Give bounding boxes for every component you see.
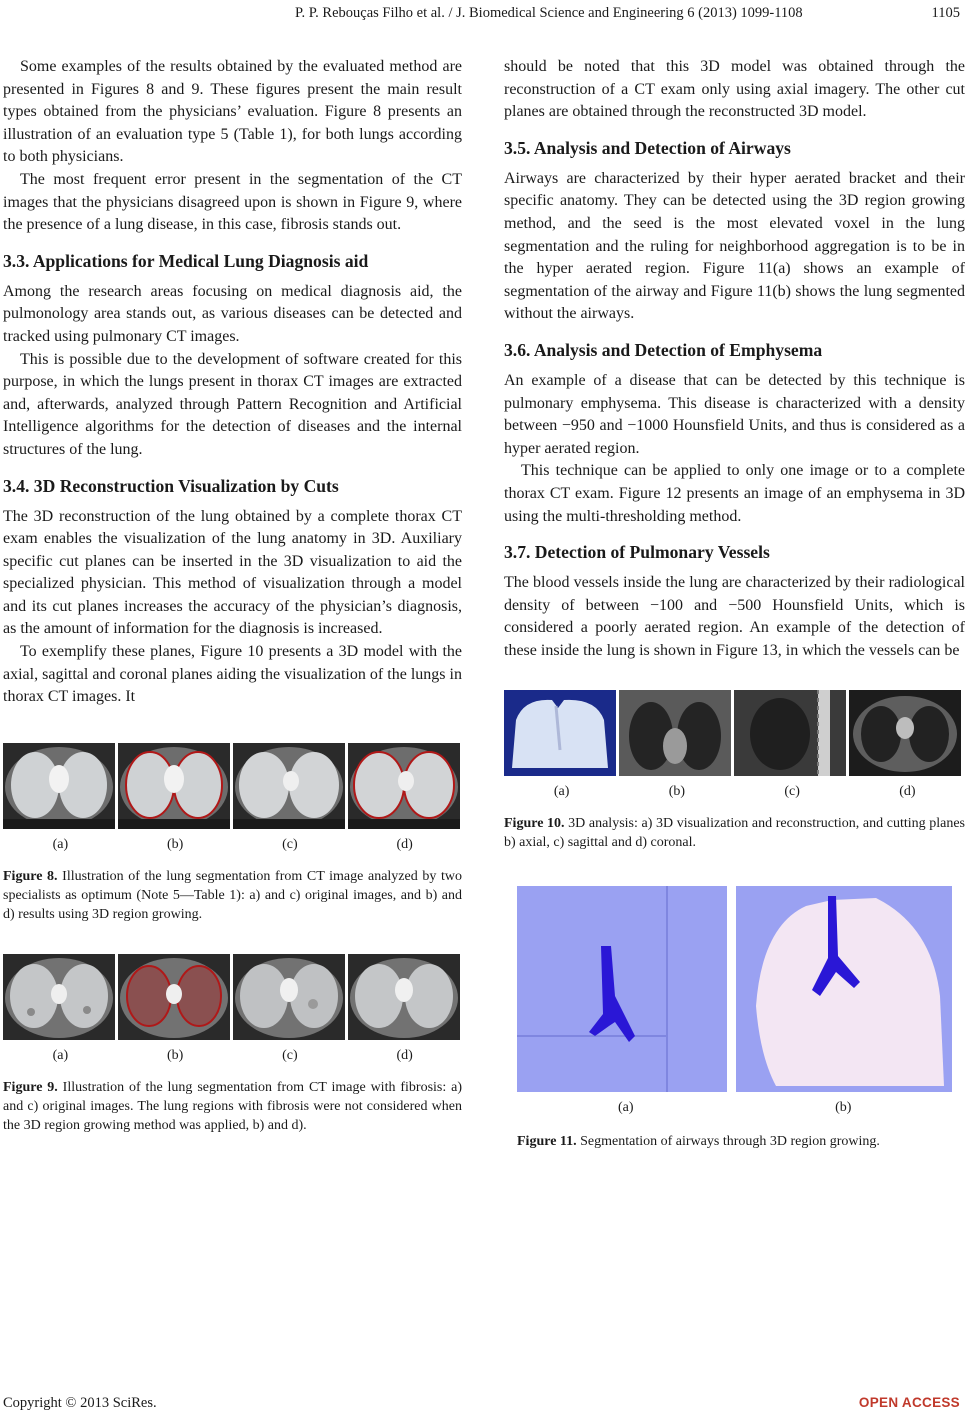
figure-8-sublabels: [3, 837, 462, 853]
sublabel: (a): [52, 1047, 69, 1063]
ct-coronal-plane: [849, 690, 961, 776]
section-heading-3-4: 3.4. 3D Reconstruction Visualization by Cuts: [3, 475, 339, 496]
section-heading-3-3: 3.3. Applications for Medical Lung Diagnosis aid: [3, 250, 369, 271]
figure-9-sublabels: [3, 1048, 462, 1064]
section-heading-3-5: 3.5. Analysis and Detection of Airways: [504, 137, 791, 158]
ct-image-a: [3, 954, 115, 1040]
ct-sagittal-plane: [734, 690, 846, 776]
right-column: [504, 56, 965, 1151]
ct-image-d: [348, 743, 460, 829]
section-heading-3-7: 3.7. Detection of Pulmonary Vessels: [504, 542, 770, 563]
open-access-badge: OPEN ACCESS: [858, 1395, 960, 1410]
figure-11: [504, 886, 952, 1151]
ct-image-b: [118, 954, 230, 1040]
paragraph: Some examples of the results obtained by the evaluated method are presented in Figures 8 and 9. These figures present the main result types obtained from the physicians’ evaluation. Figure 8 presents an illustration of an evaluation type 5 (Table 1), for both lungs according to both physicians.: [3, 58, 462, 166]
ct-image-c: [233, 954, 345, 1040]
figure-9-caption: [3, 1078, 462, 1135]
ct-image-c: [233, 743, 345, 829]
running-head-title: P. P. Rebouças Filho et al. / J. Biomedical Science and Engineering 6 (2013) 1099-1108: [295, 5, 803, 21]
sublabel: (a): [52, 836, 69, 852]
lung-3d-model: [504, 690, 616, 776]
sublabel: (c): [282, 836, 298, 852]
figure-10-caption: [504, 814, 965, 852]
page-number: 1105: [931, 5, 960, 21]
caption-text: Segmentation of airways through 3D region growing.: [576, 1134, 880, 1150]
paragraph: To exemplify these planes, Figure 10 presents a 3D model with the axial, sagittal and coronal planes aiding the visualization of the lungs in thorax CT images. It: [3, 643, 462, 706]
paragraph: This technique can be applied to only one image or to a complete thorax CT exam. Figure 12 presents an image of an emphysema in 3D using the multi-thresholding method.: [504, 462, 965, 525]
figure-11-images: [517, 886, 952, 1092]
paragraph: An example of a disease that can be detected by this technique is pulmonary emphysema. This disease is characterized with a density between −950 and −1000 Hounsfield Units, and thus is considered as a hyper aerated region.: [504, 371, 965, 457]
figure-8-caption: [3, 867, 462, 924]
footer: [0, 1395, 965, 1413]
paragraph: This is possible due to the development of software created for this purpose, in which the lungs present in thorax CT images are extracted and, afterwards, analyzed through Pattern Recognition and Artificial Intelligence algorithms for the detection of diseases and the internal structures of the lung.: [3, 350, 462, 458]
paragraph: Among the research areas focusing on medical diagnosis aid, the pulmonology area stands out, as various diseases can be detected and tracked using pulmonary CT images.: [3, 282, 462, 345]
sublabel: (d): [899, 784, 916, 800]
paragraph: The most frequent error present in the segmentation of the CT images that the physicians disagreed upon is shown in Figure 9, where the presence of a lung disease, in this case, fibrosis stands out.: [3, 170, 462, 234]
caption-text: 3D analysis: a) 3D visualization and reconstruction, and cutting planes b) axial, c) sagittal and d) coronal.: [504, 816, 965, 851]
sublabel: (d): [396, 1047, 413, 1063]
sublabel: (b): [166, 1047, 184, 1063]
sublabel: (b): [835, 1100, 852, 1116]
ct-axial-plane: [619, 690, 731, 776]
figure-11-sublabels: [517, 1100, 952, 1116]
figure-10-images: [504, 690, 965, 776]
caption-text: Illustration of the lung segmentation from CT image with fibrosis: a) and c) original images. The lung regions with fibrosis were not considered when the 3D region growing method was applied, b) and d).: [3, 1079, 463, 1133]
ct-image-a: [3, 743, 115, 829]
figure-10-sublabels: [504, 784, 965, 800]
caption-label: Figure 10.: [504, 816, 565, 832]
sublabel: (b): [166, 836, 184, 852]
figure-10: [504, 690, 965, 852]
sublabel: (d): [396, 836, 413, 852]
running-head: [0, 5, 965, 23]
sublabel: (b): [668, 784, 686, 800]
figure-8: [3, 743, 462, 924]
segmented-lung-image: [736, 886, 952, 1092]
section-heading-3-6: 3.6. Analysis and Detection of Emphysema: [504, 339, 823, 360]
paragraph: The blood vessels inside the lung are characterized by their radiological density of between −100 and −500 Hounsfield Units, which is considered a poorly aerated region. An example of the detection of these inside the lung is shown in Figure 13, in which the vessels can be: [504, 574, 965, 659]
sublabel: (a): [617, 1100, 634, 1116]
paragraph: should be noted that this 3D model was obtained through the reconstruction of a CT exam only using axial imagery. The other cut planes are obtained through the reconstructed 3D model.: [504, 58, 965, 121]
figure-8-images: [3, 743, 462, 829]
paragraph: The 3D reconstruction of the lung obtained by a complete thorax CT exam enables the visualization of the lung anatomy in 3D. Auxiliary specific cut planes can be inserted in the 3D visualization to aid the specialized physician. This method of visualization through a model and its cut planes increases the accuracy of the physician’s diagnosis, as the amount of information for the diagnosis is increased.: [3, 507, 462, 638]
sublabel: (a): [553, 784, 570, 800]
airway-segmentation-image: [517, 886, 727, 1092]
figure-9: [3, 954, 462, 1135]
copyright-notice: Copyright © 2013 SciRes.: [3, 1395, 157, 1411]
figure-11-caption: [517, 1132, 952, 1151]
caption-text: Illustration of the lung segmentation from CT image analyzed by two specialists as optimum (Note 5—Table 1): a) and c) original images, and b) and d) results using 3D region growing.: [3, 868, 462, 922]
caption-label: Figure 11.: [517, 1134, 577, 1150]
figure-9-images: [3, 954, 462, 1040]
ct-image-d: [348, 954, 460, 1040]
sublabel: (c): [282, 1047, 298, 1063]
sublabel: (c): [784, 784, 800, 800]
ct-image-b: [118, 743, 230, 829]
caption-label: Figure 8.: [3, 868, 58, 884]
caption-label: Figure 9.: [3, 1079, 58, 1095]
left-column: [3, 56, 462, 1135]
paragraph: Airways are characterized by their hyper aerated bracket and their specific anatomy. They can be detected using the 3D region growing method, and the seed is the most elevated voxel in the lung segmentation and the ruling for neighborhood aggregation is to be in the hyper aerated region. Figure 11(a) shows an example of segmentation of the airway and Figure 11(b) shows the lung segmented without the airways.: [504, 169, 965, 323]
